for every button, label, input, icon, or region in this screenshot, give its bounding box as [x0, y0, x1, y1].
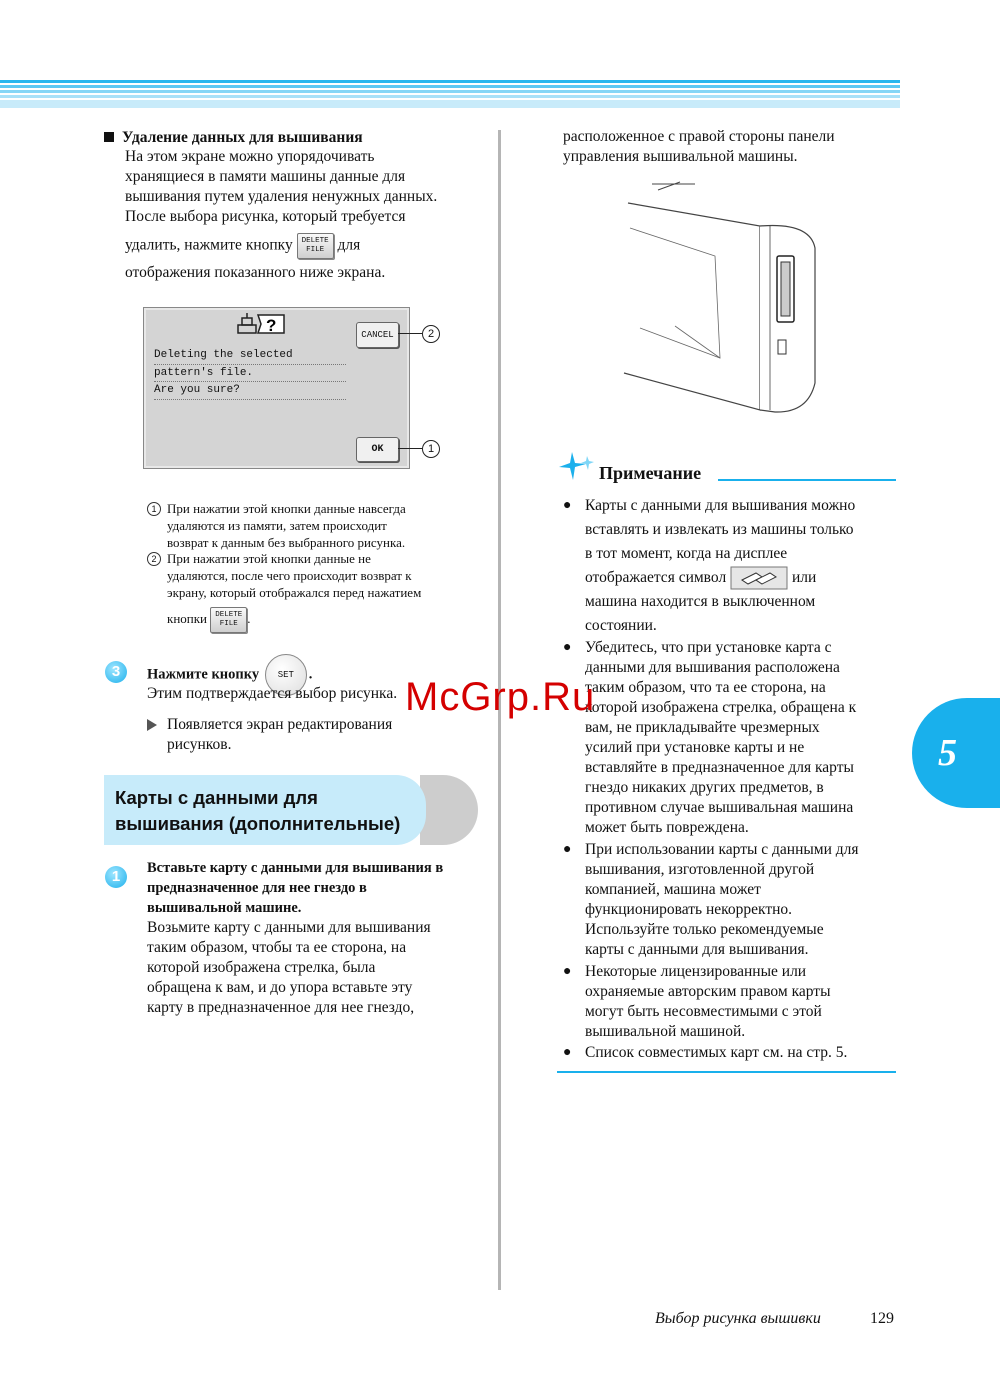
- bullet-text: отображается символ: [585, 569, 727, 586]
- note-number: 1: [147, 502, 161, 516]
- card-symbol-icon: [730, 566, 788, 590]
- text-line: управления вышивальной машины.: [563, 148, 798, 165]
- step-text-line: таким образом, чтобы та ее сторона, на: [147, 939, 407, 956]
- note-line: экрану, который отображался перед нажатием: [167, 585, 422, 600]
- text-line: расположенное с правой стороны панели: [563, 128, 835, 145]
- bullet-line: состоянии.: [585, 617, 657, 635]
- result-line: рисунков.: [167, 736, 232, 753]
- machine-question-icon: [236, 311, 292, 339]
- step-title-text: Нажмите кнопку: [147, 666, 260, 683]
- heading-text: Удаление данных для вышивания: [122, 129, 363, 146]
- step-1-text: [147, 918, 431, 1018]
- intro-line: хранящиеся в памяти машины данные для: [125, 168, 406, 185]
- bullet-line: Некоторые лицензированные или: [585, 963, 807, 980]
- right-top-text: [563, 127, 835, 167]
- step-3-marker: 3: [105, 661, 127, 683]
- note-title-rule: [718, 479, 896, 481]
- key-text: FILE: [306, 246, 325, 254]
- screen-message: [154, 347, 346, 400]
- message-line: Are you sure?: [154, 382, 346, 400]
- callout-line: [398, 333, 422, 334]
- machine-card-slot-illustration: [620, 178, 830, 418]
- bullet-line: охраняемые авторским правом карты: [585, 983, 831, 1000]
- bullet-line: Убедитесь, что при установке карта с: [585, 639, 832, 656]
- bullet-line: данными для вышивания расположена: [585, 659, 840, 676]
- bullet-dot-icon: ●: [563, 964, 572, 979]
- section-title-line: Карты с данными для: [115, 787, 318, 808]
- note-line: удаляются из памяти, затем происходит: [167, 518, 387, 533]
- bullet-line: в тот момент, когда на дисплее: [585, 545, 788, 562]
- intro-key-line: [125, 233, 360, 259]
- section-title: [115, 785, 400, 837]
- bullet-dot-icon: ●: [563, 1045, 572, 1060]
- sparkle-icon: [558, 450, 596, 484]
- bullet-line: При использовании карты с данными для: [585, 841, 859, 858]
- bullet-line: вышивания, изготовленной другой: [585, 861, 815, 878]
- bullet-line: вставляйте в предназначенное для карты: [585, 759, 854, 776]
- bullet-line: вставлять и извлекать из машины только: [585, 521, 854, 538]
- step-text-line: обращена к вам, и до упора вставьте эту: [147, 979, 413, 996]
- bullet-line: вам, не прикладывайте чрезмерных: [585, 719, 820, 736]
- section-title-line: вышивания (дополнительные): [115, 813, 401, 834]
- chapter-tab: 5: [912, 698, 1000, 808]
- step-1-marker: 1: [105, 866, 127, 888]
- step-text-line: карту в предназначенное для нее гнездо,: [147, 999, 415, 1016]
- delete-file-key-icon: [210, 607, 247, 633]
- bullet-line: Список совместимых карт см. на стр. 5.: [585, 1044, 848, 1061]
- intro-line: для: [337, 236, 361, 254]
- delete-confirm-screen: [143, 307, 410, 469]
- key-text: DELETE: [301, 237, 329, 245]
- key-text: DELETE: [215, 611, 243, 619]
- header-band: [0, 80, 900, 108]
- note-line: .: [247, 610, 251, 626]
- note-bullet: [563, 962, 830, 1042]
- bullet-line: машина находится в выключенном: [585, 593, 816, 611]
- bullet-line: функционировать некорректно.: [585, 901, 793, 918]
- note-1: [147, 500, 406, 551]
- note-title: Примечание: [599, 463, 702, 483]
- result-line: Появляется экран редактирования: [167, 716, 393, 733]
- bullet-dot-icon: ●: [563, 842, 572, 857]
- bullet-line: гнездо никаких других предметов, в: [585, 779, 824, 796]
- step-title-text: .: [308, 666, 313, 683]
- callout-line: [398, 448, 422, 449]
- step-text-line: Возьмите карту с данными для вышивания: [147, 919, 431, 936]
- section-tab-decoration: [420, 775, 478, 845]
- ok-button[interactable]: OK: [356, 437, 399, 462]
- bullet-line-with-icon: [585, 566, 855, 590]
- bullet-line: которой изображена стрелка, обращена к: [585, 699, 857, 716]
- note-line: При нажатии этой кнопки данные не: [167, 551, 371, 566]
- message-line: Deleting the selected: [154, 347, 346, 365]
- note-number: 2: [147, 552, 161, 566]
- bullet-line: компанией, машина может: [585, 881, 761, 898]
- note-line: При нажатии этой кнопки данные навсегда: [167, 501, 406, 516]
- footer-title: Выбор рисунка вышивки: [655, 1310, 821, 1327]
- note-line: кнопки: [167, 610, 208, 626]
- step-title-line: предназначенное для нее гнездо в: [147, 880, 367, 896]
- bullet-line: Карты с данными для вышивания можно: [585, 497, 856, 514]
- delete-file-key-icon: [297, 233, 334, 259]
- note-end-rule: [557, 1071, 896, 1073]
- step-3-text: Этим подтверждается выбор рисунка.: [147, 685, 398, 702]
- square-bullet-icon: [104, 132, 114, 142]
- bullet-line: противном случае вышивальная машина: [585, 799, 854, 816]
- page-number: 129: [870, 1310, 894, 1327]
- intro-line: удалить, нажмите кнопку: [125, 236, 293, 254]
- note-bullet: [563, 1043, 847, 1063]
- set-key-icon: SET: [265, 654, 307, 696]
- intro-line: После выбора рисунка, который требуется: [125, 208, 406, 225]
- cancel-button[interactable]: CANCEL: [356, 322, 399, 348]
- bullet-line: таким образом, что та ее сторона, на: [585, 679, 826, 696]
- step-3-result: [147, 715, 392, 755]
- bullet-text: или: [791, 569, 817, 586]
- callout-2: 2: [422, 325, 440, 343]
- intro-line: На этом экране можно упорядочивать: [125, 148, 375, 165]
- bullet-line: вышивальной машиной.: [585, 1023, 746, 1040]
- section-heading: [104, 128, 363, 148]
- intro-line: вышивания путем удаления ненужных данных.: [125, 188, 438, 205]
- note-bullet: [563, 494, 855, 638]
- callout-1: 1: [422, 440, 440, 458]
- message-line: pattern's file.: [154, 365, 346, 383]
- intro-last-line: отображения показанного ниже экрана.: [125, 264, 386, 281]
- note-2: [147, 550, 421, 601]
- bullet-line: усилий при установке карты и не: [585, 739, 805, 756]
- bullet-line: может быть повреждена.: [585, 819, 749, 836]
- svg-text:?: ?: [266, 316, 277, 335]
- note-bullet: [563, 638, 856, 838]
- intro-text: [125, 147, 437, 227]
- step-title-line: вышивальной машине.: [147, 900, 302, 916]
- bullet-dot-icon: ●: [563, 498, 572, 513]
- note-line: удаляются, после чего происходит возврат к: [167, 568, 412, 583]
- bullet-line: могут быть несовместимыми с этой: [585, 1003, 822, 1020]
- note-line: возврат к данным без выбранного рисунка.: [167, 535, 406, 550]
- step-1-title: [147, 858, 443, 918]
- bullet-dot-icon: ●: [563, 640, 572, 655]
- bullet-line: карты с данными для вышивания.: [585, 941, 809, 958]
- key-text: FILE: [219, 620, 238, 628]
- bullet-line: Используйте только рекомендуемые: [585, 921, 824, 938]
- step-title-line: Вставьте карту с данными для вышивания в: [147, 860, 444, 876]
- triangle-right-icon: [147, 719, 157, 731]
- watermark: McGrp.Ru: [405, 675, 596, 719]
- note-bullet: [563, 840, 859, 960]
- note-2-last-line: [167, 607, 251, 633]
- step-text-line: которой изображена стрелка, была: [147, 959, 376, 976]
